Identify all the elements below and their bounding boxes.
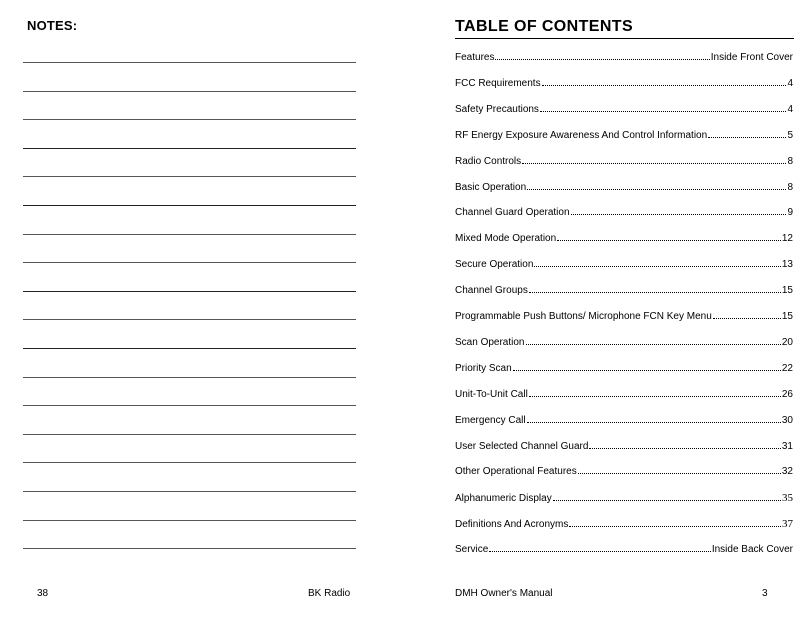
toc-entry[interactable] — [455, 414, 793, 428]
toc-leader-dots — [495, 58, 709, 60]
toc-entry[interactable] — [455, 543, 793, 557]
toc-entry-title: User Selected Channel Guard — [455, 440, 589, 452]
toc-entry[interactable] — [455, 388, 793, 402]
toc-entry-page: 12 — [781, 233, 793, 245]
toc-leader-dots — [527, 421, 781, 423]
toc-page — [404, 0, 808, 618]
toc-entry-title: Service — [455, 544, 489, 556]
note-line — [23, 62, 356, 63]
toc-entry[interactable] — [455, 284, 793, 298]
note-line — [23, 91, 356, 92]
notes-heading: NOTES: — [27, 18, 78, 33]
toc-entry[interactable] — [455, 440, 793, 454]
right-page-number: 3 — [762, 588, 768, 599]
toc-entry-title: Mixed Mode Operation — [455, 233, 557, 245]
toc-leader-dots — [522, 162, 786, 164]
toc-entry-page: 20 — [781, 336, 793, 348]
toc-entry-title: Radio Controls — [455, 155, 522, 167]
toc-entry-page: 15 — [781, 285, 793, 297]
note-line — [23, 148, 356, 149]
toc-entry-page: 4 — [787, 77, 793, 89]
toc-entry-title: Channel Guard Operation — [455, 207, 570, 219]
note-line — [23, 176, 356, 177]
toc-entry-page: 15 — [781, 311, 793, 322]
toc-heading-rule — [455, 38, 794, 39]
toc-heading: TABLE OF CONTENTS — [455, 18, 634, 35]
toc-leader-dots — [534, 265, 780, 267]
toc-leader-dots — [589, 447, 780, 449]
toc-entry[interactable] — [455, 77, 793, 91]
toc-entry-page: 30 — [781, 414, 793, 426]
toc-entry-page: 8 — [787, 181, 793, 193]
note-line — [23, 234, 356, 235]
toc-entry-title: Definitions And Acronyms — [455, 519, 569, 531]
toc-entry-page: 4 — [787, 103, 793, 115]
toc-entry[interactable] — [455, 181, 793, 195]
toc-leader-dots — [569, 525, 781, 527]
toc-leader-dots — [571, 213, 787, 215]
left-footer-brand: BK Radio — [308, 588, 351, 599]
toc-leader-dots — [578, 472, 781, 474]
note-line — [23, 520, 356, 521]
toc-entry[interactable] — [455, 336, 793, 350]
toc-entry-title: Safety Precautions — [455, 103, 539, 115]
toc-entry-page: 5 — [787, 129, 793, 141]
note-line — [23, 377, 356, 378]
toc-leader-dots — [540, 110, 787, 112]
toc-entry-page: 32 — [781, 466, 793, 478]
toc-leader-dots — [557, 239, 781, 241]
toc-entry-page: 22 — [781, 362, 793, 374]
note-line — [23, 262, 356, 263]
toc-entry-title: Scan Operation — [455, 336, 525, 348]
note-line — [23, 491, 356, 492]
right-footer-manual-title: DMH Owner's Manual — [455, 588, 553, 599]
toc-entry[interactable] — [455, 129, 793, 143]
toc-entry[interactable] — [455, 517, 793, 531]
toc-entry[interactable] — [455, 155, 793, 169]
toc-entry-title: Alphanumeric Display — [455, 493, 552, 505]
toc-entry-page: Inside Back Cover — [711, 544, 793, 556]
toc-entry-title: Basic Operation — [455, 181, 527, 193]
left-page-number: 38 — [37, 588, 49, 599]
toc-entry-title: Channel Groups — [455, 285, 528, 297]
toc-entry-page: 35 — [782, 492, 793, 505]
toc-entry-title: FCC Requirements — [455, 77, 541, 89]
toc-entry[interactable] — [455, 51, 793, 65]
toc-entry-page: 31 — [781, 440, 793, 452]
toc-entry-page: 37 — [782, 518, 793, 531]
note-line — [23, 119, 356, 120]
toc-entry[interactable] — [455, 103, 793, 117]
toc-leader-dots — [529, 395, 781, 397]
toc-leader-dots — [542, 84, 787, 86]
toc-entry-page: 9 — [787, 207, 793, 219]
toc-entry[interactable] — [455, 232, 793, 246]
toc-leader-dots — [553, 499, 781, 501]
toc-leader-dots — [489, 550, 710, 552]
note-line — [23, 348, 356, 349]
toc-leader-dots — [526, 343, 781, 345]
toc-entry-page: 13 — [781, 259, 793, 271]
note-line — [23, 462, 356, 463]
toc-entry-page: 8 — [787, 155, 793, 167]
toc-entry-page: Inside Front Cover — [710, 52, 793, 63]
toc-leader-dots — [713, 317, 781, 319]
toc-leader-dots — [527, 188, 786, 190]
note-line — [23, 434, 356, 435]
toc-entry-title: Unit-To-Unit Call — [455, 388, 528, 400]
toc-entry-title: RF Energy Exposure Awareness And Control Information — [455, 129, 708, 141]
toc-entry-page: 26 — [781, 388, 793, 400]
toc-leader-dots — [708, 136, 786, 138]
toc-entry-title: Features — [455, 52, 495, 63]
toc-entry[interactable] — [455, 310, 793, 324]
note-line — [23, 319, 356, 320]
note-line — [23, 291, 356, 292]
toc-entry-title: Other Operational Features — [455, 466, 577, 478]
toc-entry[interactable] — [455, 465, 793, 479]
note-line — [23, 205, 356, 206]
toc-entry[interactable] — [455, 362, 793, 376]
toc-entry[interactable] — [455, 491, 793, 505]
toc-entry[interactable] — [455, 206, 793, 220]
toc-entry-title: Programmable Push Buttons/ Microphone FCN Key Menu — [455, 311, 712, 322]
note-line — [23, 405, 356, 406]
toc-entry-title: Secure Operation — [455, 259, 534, 271]
toc-entry-title: Emergency Call — [455, 414, 526, 426]
toc-leader-dots — [513, 369, 781, 371]
toc-entry[interactable] — [455, 258, 793, 272]
toc-entry-title: Priority Scan — [455, 362, 512, 374]
note-line — [23, 548, 356, 549]
toc-leader-dots — [529, 291, 781, 293]
